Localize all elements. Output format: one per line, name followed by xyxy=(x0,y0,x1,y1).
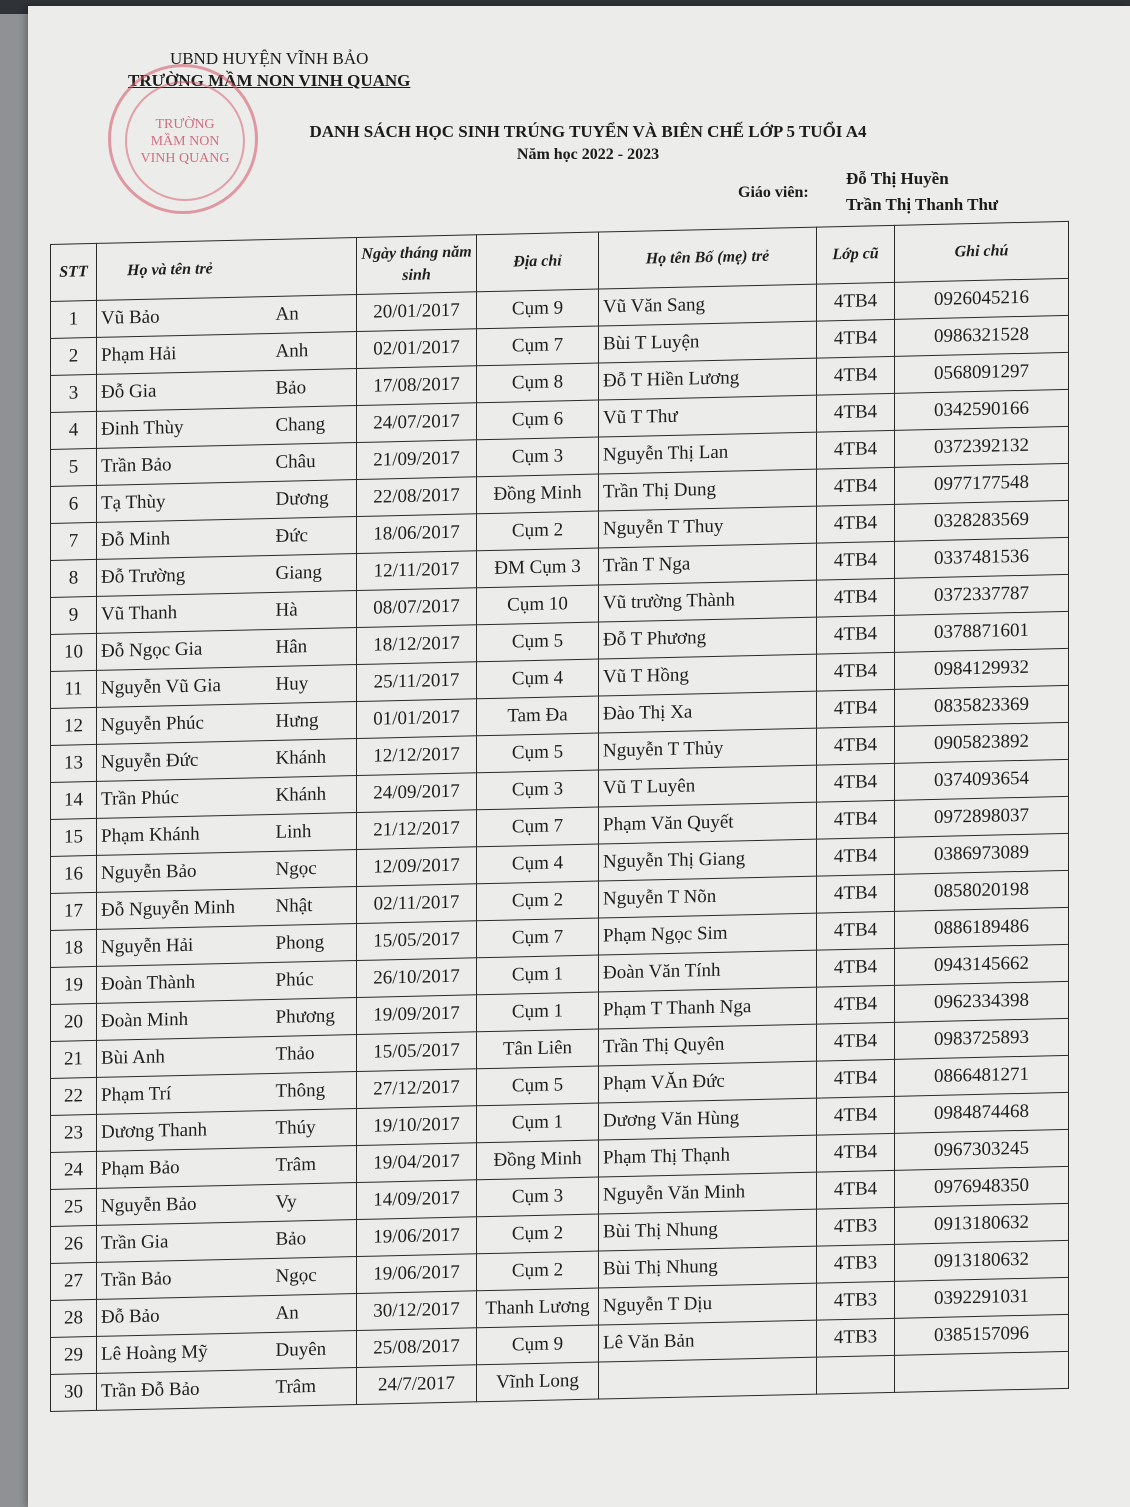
district-name: UBND HUYỆN VĨNH BẢO xyxy=(169,49,369,68)
cell-stt: 6 xyxy=(51,485,97,523)
cell-old-class: 4TB4 xyxy=(817,874,895,913)
cell-stt: 12 xyxy=(51,707,97,745)
official-seal xyxy=(108,64,258,214)
cell-given-name: Giang xyxy=(272,554,357,593)
cell-first-name: Đỗ Trường xyxy=(97,555,272,596)
cell-notes: 0977177548 xyxy=(895,463,1069,504)
cell-stt: 16 xyxy=(51,855,97,893)
cell-address: Cụm 2 xyxy=(477,881,599,921)
cell-old-class: 4TB4 xyxy=(817,467,895,506)
cell-given-name: Hà xyxy=(272,591,357,630)
cell-given-name: Hân xyxy=(272,628,357,667)
cell-address: Cụm 10 xyxy=(477,585,599,625)
cell-given-name: An xyxy=(272,295,357,334)
cell-stt: 27 xyxy=(51,1262,97,1300)
cell-parent-name: Nguyễn T Thuy xyxy=(599,506,817,548)
cell-old-class: 4TB4 xyxy=(817,1170,895,1209)
cell-first-name: Trần Bảo xyxy=(97,444,272,485)
cell-given-name: Ngọc xyxy=(272,1257,357,1296)
cell-notes: 0913180632 xyxy=(895,1203,1069,1244)
cell-stt: 30 xyxy=(51,1373,97,1411)
cell-address: Tam Đa xyxy=(477,696,599,736)
cell-stt: 2 xyxy=(51,337,97,375)
cell-stt: 8 xyxy=(51,559,97,597)
cell-address: Tân Liên xyxy=(477,1029,599,1069)
cell-given-name: Chang xyxy=(272,406,357,445)
cell-first-name: Đoàn Thành xyxy=(97,962,272,1003)
cell-parent-name: Đỗ T Phương xyxy=(599,617,817,659)
cell-first-name: Nguyễn Phúc xyxy=(97,703,272,744)
cell-old-class: 4TB4 xyxy=(817,911,895,950)
cell-given-name: Trâm xyxy=(272,1368,357,1407)
cell-parent-name: Phạm T Thanh Nga xyxy=(599,987,817,1029)
cell-address: Thanh Lương xyxy=(477,1288,599,1328)
cell-first-name: Tạ Thùy xyxy=(97,481,272,522)
cell-old-class: 4TB3 xyxy=(817,1318,895,1357)
cell-address: Cụm 2 xyxy=(477,1214,599,1254)
cell-old-class: 4TB4 xyxy=(817,319,895,358)
cell-old-class: 4TB4 xyxy=(817,726,895,765)
cell-first-name: Nguyễn Bảo xyxy=(97,1184,272,1225)
cell-address: Cụm 7 xyxy=(477,918,599,958)
cell-given-name: Phương xyxy=(272,998,357,1037)
cell-parent-name: Đào Thị Xa xyxy=(599,691,817,733)
cell-old-class: 4TB4 xyxy=(817,652,895,691)
cell-address: Cụm 4 xyxy=(477,659,599,699)
cell-birth-date: 30/12/2017 xyxy=(357,1291,477,1331)
cell-first-name: Phạm Hải xyxy=(97,333,272,374)
cell-address: Cụm 3 xyxy=(477,437,599,477)
cell-notes: 0905823892 xyxy=(895,722,1069,763)
cell-notes: 0374093654 xyxy=(895,759,1069,800)
cell-birth-date: 12/11/2017 xyxy=(357,551,477,591)
cell-parent-name: Trần Thị Quyên xyxy=(599,1024,817,1066)
cell-parent-name: Nguyễn Thị Lan xyxy=(599,432,817,474)
cell-old-class: 4TB3 xyxy=(817,1244,895,1283)
roster-body xyxy=(51,278,1069,1411)
cell-stt: 10 xyxy=(51,633,97,671)
cell-notes: 0858020198 xyxy=(895,870,1069,911)
cell-birth-date: 24/7/2017 xyxy=(357,1365,477,1405)
col-header-parent-name: Họ tên Bố (mẹ) trẻ xyxy=(599,227,817,289)
cell-parent-name: Nguyễn T Dịu xyxy=(599,1283,817,1325)
cell-birth-date: 21/09/2017 xyxy=(357,440,477,480)
cell-stt: 20 xyxy=(51,1003,97,1041)
cell-first-name: Trần Phúc xyxy=(97,777,272,818)
cell-stt: 18 xyxy=(51,929,97,967)
seal-inner xyxy=(125,81,245,201)
cell-given-name: Phong xyxy=(272,924,357,963)
cell-birth-date: 15/05/2017 xyxy=(357,1032,477,1072)
cell-given-name: Thông xyxy=(272,1072,357,1111)
cell-stt: 22 xyxy=(51,1077,97,1115)
cell-old-class: 4TB4 xyxy=(817,504,895,543)
cell-stt: 11 xyxy=(51,670,97,708)
cell-stt: 29 xyxy=(51,1336,97,1374)
cell-notes: 0886189486 xyxy=(895,907,1069,948)
cell-old-class: 4TB4 xyxy=(817,541,895,580)
cell-address: Vĩnh Long xyxy=(477,1362,599,1402)
cell-notes: 0913180632 xyxy=(895,1240,1069,1281)
cell-old-class: 4TB4 xyxy=(817,763,895,802)
cell-parent-name: Vũ T Luyên xyxy=(599,765,817,807)
document-page xyxy=(28,6,1130,1507)
cell-stt: 9 xyxy=(51,596,97,634)
school-name: TRƯỜNG MẦM NON VINH QUANG xyxy=(128,71,411,90)
col-header-old-class: Lớp cũ xyxy=(817,225,895,284)
cell-old-class: 4TB3 xyxy=(817,1281,895,1320)
cell-first-name: Trần Bảo xyxy=(97,1258,272,1299)
cell-address: Cụm 8 xyxy=(477,363,599,403)
cell-notes: 0386973089 xyxy=(895,833,1069,874)
cell-birth-date: 25/08/2017 xyxy=(357,1328,477,1368)
cell-parent-name: Trần Thị Dung xyxy=(599,469,817,511)
cell-address: Cụm 3 xyxy=(477,1177,599,1217)
cell-old-class: 4TB4 xyxy=(817,948,895,987)
cell-birth-date: 19/09/2017 xyxy=(357,995,477,1035)
cell-parent-name: Phạm Ngọc Sim xyxy=(599,913,817,955)
cell-parent-name: Dương Văn Hùng xyxy=(599,1098,817,1140)
cell-notes: 0328283569 xyxy=(895,500,1069,541)
cell-given-name: Châu xyxy=(272,443,357,482)
cell-old-class: 4TB4 xyxy=(817,393,895,432)
cell-stt: 25 xyxy=(51,1188,97,1226)
cell-stt: 21 xyxy=(51,1040,97,1078)
cell-stt: 19 xyxy=(51,966,97,1004)
cell-given-name: Đức xyxy=(272,517,357,556)
cell-notes: 0392291031 xyxy=(895,1277,1069,1318)
col-header-birth-date: Ngày tháng năm sinh xyxy=(357,235,477,295)
cell-birth-date: 19/06/2017 xyxy=(357,1217,477,1257)
cell-given-name: Dương xyxy=(272,480,357,519)
cell-birth-date: 24/09/2017 xyxy=(357,773,477,813)
cell-parent-name: Vũ Văn Sang xyxy=(599,284,817,326)
cell-birth-date: 19/10/2017 xyxy=(357,1106,477,1146)
cell-birth-date: 19/06/2017 xyxy=(357,1254,477,1294)
cell-notes: 0984874468 xyxy=(895,1092,1069,1133)
cell-old-class: 4TB4 xyxy=(817,837,895,876)
seal-line: VINH QUANG xyxy=(140,150,230,166)
cell-given-name: Thảo xyxy=(272,1035,357,1074)
cell-address: Cụm 3 xyxy=(477,770,599,810)
cell-old-class: 4TB4 xyxy=(817,356,895,395)
cell-first-name: Đinh Thùy xyxy=(97,407,272,448)
cell-old-class: 4TB3 xyxy=(817,1207,895,1246)
cell-address: Cụm 6 xyxy=(477,400,599,440)
cell-notes: 0342590166 xyxy=(895,389,1069,430)
cell-first-name: Vũ Bảo xyxy=(97,296,272,337)
cell-given-name: Phúc xyxy=(272,961,357,1000)
cell-given-name: An xyxy=(272,1294,357,1333)
cell-stt: 15 xyxy=(51,818,97,856)
cell-notes: 0568091297 xyxy=(895,352,1069,393)
cell-stt: 7 xyxy=(51,522,97,560)
cell-first-name: Nguyễn Đức xyxy=(97,740,272,781)
cell-first-name: Đỗ Bảo xyxy=(97,1295,272,1336)
cell-stt: 26 xyxy=(51,1225,97,1263)
col-header-notes: Ghi chú xyxy=(895,221,1069,282)
cell-old-class: 4TB4 xyxy=(817,1059,895,1098)
cell-notes: 0972898037 xyxy=(895,796,1069,837)
cell-birth-date: 18/06/2017 xyxy=(357,514,477,554)
cell-birth-date: 27/12/2017 xyxy=(357,1069,477,1109)
teacher-label: Giáo viên: xyxy=(738,184,809,201)
cell-parent-name: Đoàn Văn Tính xyxy=(599,950,817,992)
cell-birth-date: 22/08/2017 xyxy=(357,477,477,517)
cell-birth-date: 08/07/2017 xyxy=(357,588,477,628)
cell-birth-date: 01/01/2017 xyxy=(357,699,477,739)
cell-given-name: Bảo xyxy=(272,369,357,408)
cell-first-name: Phạm Khánh xyxy=(97,814,272,855)
cell-parent-name: Vũ T Thư xyxy=(599,395,817,437)
cell-notes xyxy=(895,1351,1069,1392)
cell-address: Cụm 1 xyxy=(477,992,599,1032)
cell-old-class: 4TB4 xyxy=(817,689,895,728)
cell-notes: 0866481271 xyxy=(895,1055,1069,1096)
document-title: DANH SÁCH HỌC SINH TRÚNG TUYỂN VÀ BIÊN CHẾ LỚP 5 TUỔI A4 xyxy=(309,122,867,141)
cell-parent-name: Lê Văn Bản xyxy=(599,1320,817,1362)
cell-old-class: 4TB4 xyxy=(817,800,895,839)
cell-address: Cụm 9 xyxy=(477,289,599,329)
cell-birth-date: 25/11/2017 xyxy=(357,662,477,702)
cell-stt: 17 xyxy=(51,892,97,930)
cell-stt: 3 xyxy=(51,374,97,412)
cell-old-class: 4TB4 xyxy=(817,985,895,1024)
cell-birth-date: 02/01/2017 xyxy=(357,329,477,369)
cell-first-name: Phạm Bảo xyxy=(97,1147,272,1188)
cell-given-name: Khánh xyxy=(272,739,357,778)
cell-old-class: 4TB4 xyxy=(817,430,895,469)
cell-notes: 0835823369 xyxy=(895,685,1069,726)
cell-given-name: Vy xyxy=(272,1183,357,1222)
cell-address: Đồng Minh xyxy=(477,474,599,514)
cell-first-name: Đỗ Gia xyxy=(97,370,272,411)
cell-notes: 0976948350 xyxy=(895,1166,1069,1207)
cell-parent-name: Nguyễn Thị Giang xyxy=(599,839,817,881)
cell-notes: 0943145662 xyxy=(895,944,1069,985)
cell-parent-name: Trần T Nga xyxy=(599,543,817,585)
cell-stt: 23 xyxy=(51,1114,97,1152)
cell-first-name: Đỗ Nguyễn Minh xyxy=(97,888,272,929)
cell-birth-date: 02/11/2017 xyxy=(357,884,477,924)
cell-first-name: Vũ Thanh xyxy=(97,592,272,633)
col-header-child-name: Họ và tên trẻ xyxy=(97,238,357,301)
cell-parent-name xyxy=(599,1357,817,1399)
cell-birth-date: 18/12/2017 xyxy=(357,625,477,665)
seal-line: TRƯỜNG xyxy=(155,116,215,132)
cell-address: Cụm 1 xyxy=(477,1103,599,1143)
cell-given-name: Ngọc xyxy=(272,850,357,889)
cell-first-name: Nguyễn Bảo xyxy=(97,851,272,892)
cell-notes: 0337481536 xyxy=(895,537,1069,578)
cell-stt: 24 xyxy=(51,1151,97,1189)
seal-line: MẦM NON xyxy=(150,133,220,149)
cell-parent-name: Vũ T Hồng xyxy=(599,654,817,696)
cell-birth-date: 14/09/2017 xyxy=(357,1180,477,1220)
cell-parent-name: Phạm Thị Thạnh xyxy=(599,1135,817,1177)
cell-old-class: 4TB4 xyxy=(817,1022,895,1061)
cell-stt: 28 xyxy=(51,1299,97,1337)
school-year: Năm học 2022 - 2023 xyxy=(516,146,660,163)
student-roster-table xyxy=(50,221,1069,1412)
cell-first-name: Nguyễn Vũ Gia xyxy=(97,666,272,707)
cell-stt: 5 xyxy=(51,448,97,486)
cell-first-name: Đỗ Minh xyxy=(97,518,272,559)
cell-old-class xyxy=(817,1355,895,1394)
cell-birth-date: 26/10/2017 xyxy=(357,958,477,998)
cell-address: Cụm 2 xyxy=(477,1251,599,1291)
cell-old-class: 4TB4 xyxy=(817,578,895,617)
cell-address: Cụm 1 xyxy=(477,955,599,995)
cell-address: Cụm 7 xyxy=(477,326,599,366)
cell-notes: 0926045216 xyxy=(895,278,1069,319)
cell-notes: 0962334398 xyxy=(895,981,1069,1022)
cell-parent-name: Phạm Văn Quyết xyxy=(599,802,817,844)
cell-first-name: Nguyễn Hải xyxy=(97,925,272,966)
cell-given-name: Huy xyxy=(272,665,357,704)
cell-birth-date: 12/09/2017 xyxy=(357,847,477,887)
cell-notes: 0385157096 xyxy=(895,1314,1069,1355)
cell-birth-date: 21/12/2017 xyxy=(357,810,477,850)
cell-parent-name: Bùi T Luyện xyxy=(599,321,817,363)
cell-address: Đồng Minh xyxy=(477,1140,599,1180)
cell-first-name: Lê Hoàng Mỹ xyxy=(97,1332,272,1373)
cell-parent-name: Phạm VĂn Đức xyxy=(599,1061,817,1103)
col-header-address: Địa chỉ xyxy=(477,232,599,292)
cell-birth-date: 20/01/2017 xyxy=(357,292,477,332)
cell-old-class: 4TB4 xyxy=(817,615,895,654)
cell-notes: 0967303245 xyxy=(895,1129,1069,1170)
cell-notes: 0984129932 xyxy=(895,648,1069,689)
cell-given-name: Hưng xyxy=(272,702,357,741)
cell-address: Cụm 2 xyxy=(477,511,599,551)
cell-birth-date: 12/12/2017 xyxy=(357,736,477,776)
cell-stt: 4 xyxy=(51,411,97,449)
cell-old-class: 4TB4 xyxy=(817,1096,895,1135)
cell-given-name: Khánh xyxy=(272,776,357,815)
cell-birth-date: 24/07/2017 xyxy=(357,403,477,443)
cell-address: Cụm 5 xyxy=(477,1066,599,1106)
cell-notes: 0378871601 xyxy=(895,611,1069,652)
cell-first-name: Đoàn Minh xyxy=(97,999,272,1040)
cell-first-name: Bùi Anh xyxy=(97,1036,272,1077)
cell-notes: 0983725893 xyxy=(895,1018,1069,1059)
cell-parent-name: Nguyễn T Nõn xyxy=(599,876,817,918)
cell-address: Cụm 4 xyxy=(477,844,599,884)
teacher-names xyxy=(846,166,998,218)
cell-stt: 14 xyxy=(51,781,97,819)
cell-first-name: Dương Thanh xyxy=(97,1110,272,1151)
cell-first-name: Phạm Trí xyxy=(97,1073,272,1114)
cell-parent-name: Đỗ T Hiền Lương xyxy=(599,358,817,400)
cell-notes: 0986321528 xyxy=(895,315,1069,356)
cell-first-name: Đỗ Ngọc Gia xyxy=(97,629,272,670)
cell-first-name: Trần Gia xyxy=(97,1221,272,1262)
cell-parent-name: Bùi Thị Nhung xyxy=(599,1246,817,1288)
cell-stt: 13 xyxy=(51,744,97,782)
col-header-stt: STT xyxy=(51,243,97,301)
cell-old-class: 4TB4 xyxy=(817,282,895,321)
cell-address: Cụm 9 xyxy=(477,1325,599,1365)
cell-given-name: Bảo xyxy=(272,1220,357,1259)
teacher-name: Trần Thị Thanh Thư xyxy=(846,195,999,214)
cell-given-name: Duyên xyxy=(272,1331,357,1370)
cell-address: Cụm 7 xyxy=(477,807,599,847)
cell-birth-date: 19/04/2017 xyxy=(357,1143,477,1183)
cell-old-class: 4TB4 xyxy=(817,1133,895,1172)
cell-notes: 0372337787 xyxy=(895,574,1069,615)
cell-address: ĐM Cụm 3 xyxy=(477,548,599,588)
teacher-name: Đỗ Thị Huyền xyxy=(846,169,949,188)
cell-given-name: Nhật xyxy=(272,887,357,926)
cell-birth-date: 17/08/2017 xyxy=(357,366,477,406)
cell-stt: 1 xyxy=(51,300,97,338)
cell-parent-name: Bùi Thị Nhung xyxy=(599,1209,817,1251)
cell-address: Cụm 5 xyxy=(477,733,599,773)
cell-parent-name: Nguyễn Văn Minh xyxy=(599,1172,817,1214)
cell-address: Cụm 5 xyxy=(477,622,599,662)
cell-given-name: Trâm xyxy=(272,1146,357,1185)
cell-parent-name: Nguyễn T Thủy xyxy=(599,728,817,770)
cell-parent-name: Vũ trường Thành xyxy=(599,580,817,622)
cell-first-name: Trần Đỗ Bảo xyxy=(97,1369,272,1410)
cell-birth-date: 15/05/2017 xyxy=(357,921,477,961)
cell-given-name: Anh xyxy=(272,332,357,371)
cell-notes: 0372392132 xyxy=(895,426,1069,467)
cell-given-name: Linh xyxy=(272,813,357,852)
cell-given-name: Thúy xyxy=(272,1109,357,1148)
